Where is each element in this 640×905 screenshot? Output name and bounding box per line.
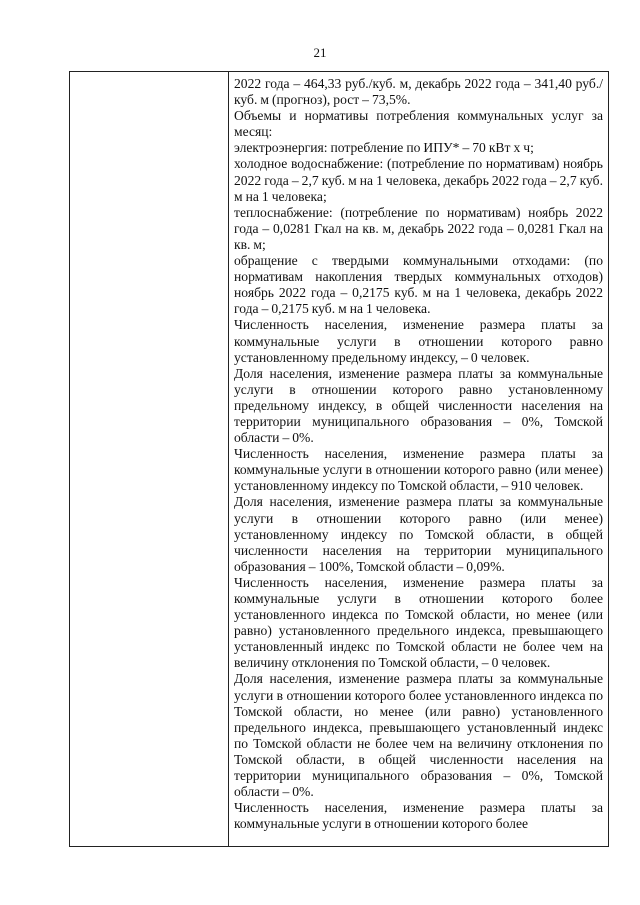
paragraph-share-regional-index: Доля населения, изменение размера платы за коммунальные услуги в отношении которого равно (или менее) установленному индексу по Томской области, в общей численности населения на территории муниципального образования – 100%, Томской области – 0,09%. [234, 494, 603, 574]
paragraph-heating: теплоснабжение: (потребление по нормативам) ноябрь 2022 года – 0,0281 Гкал на кв. м, декабрь 2022 года – 0,0281 Гкал на кв. м; [234, 204, 603, 252]
paragraph-solid-waste: обращение с твердыми коммунальными отходами: (по нормативам накопления твердых коммунальных отходов) ноябрь 2022 года – 0,2175 куб. м на 1 человека, декабрь 2022 года – 0,2175 куб. м на 1 человека. [234, 253, 603, 317]
document-table [69, 71, 609, 847]
paragraph-population-regional-index: Численность населения, изменение размера платы за коммунальные услуги в отношении которого равно (или менее) установленному индексу по Томской области, – 910 человек. [234, 446, 603, 494]
paragraph-population-equal-limit: Численность населения, изменение размера платы за коммунальные услуги в отношении которого равно установленному предельному индексу, – 0 человек. [234, 317, 603, 365]
paragraph-electricity: электроэнергия: потребление по ИПУ* – 70 кВт х ч; [234, 140, 534, 156]
paragraph-consumption-heading: Объемы и нормативы потребления коммунальных услуг за месяц: [234, 108, 603, 140]
table-right-cell [229, 72, 608, 846]
paragraph-tariff-growth: 2022 года – 464,33 руб./куб. м, декабрь 2022 года – 341,40 руб./куб. м (прогноз), рост – 73,5%. [234, 76, 603, 108]
paragraph-population-above-regional: Численность населения, изменение размера платы за коммунальные услуги в отношении которого более [234, 800, 603, 832]
table-left-cell [70, 72, 229, 846]
paragraph-share-above-index: Доля населения, изменение размера платы за коммунальные услуги в отношении которого более установленного индекса по Томской области, но менее (или равно) установленного предельного индекса, превышающего установленный индекс по Томской области не более чем на величину отклонения по Томской области, в общей численности населения на территории муниципального образования – 0%, Томской области – 0%. [234, 671, 603, 800]
paragraph-population-above-index: Численность населения, изменение размера платы за коммунальные услуги в отношении которого более установленного индекса по Томской области, но менее (или равно) установленного предельного индекса, превышающего установленный индекс по Томской области не более чем на величину отклонения по Томской области, – 0 человек. [234, 574, 603, 671]
paragraph-share-equal-limit: Доля населения, изменение размера платы за коммунальные услуги в отношении которого равно установленному предельному индексу, в общей численности населения на территории муниципального образования – 0%, Томской области – 0%. [234, 365, 603, 446]
page-number: 21 [313, 45, 327, 60]
paragraph-cold-water: холодное водоснабжение: (потребление по нормативам) ноябрь 2022 года – 2,7 куб. м на 1 человека, декабрь 2022 года – 2,7 куб. м на 1 человека; [234, 156, 603, 204]
